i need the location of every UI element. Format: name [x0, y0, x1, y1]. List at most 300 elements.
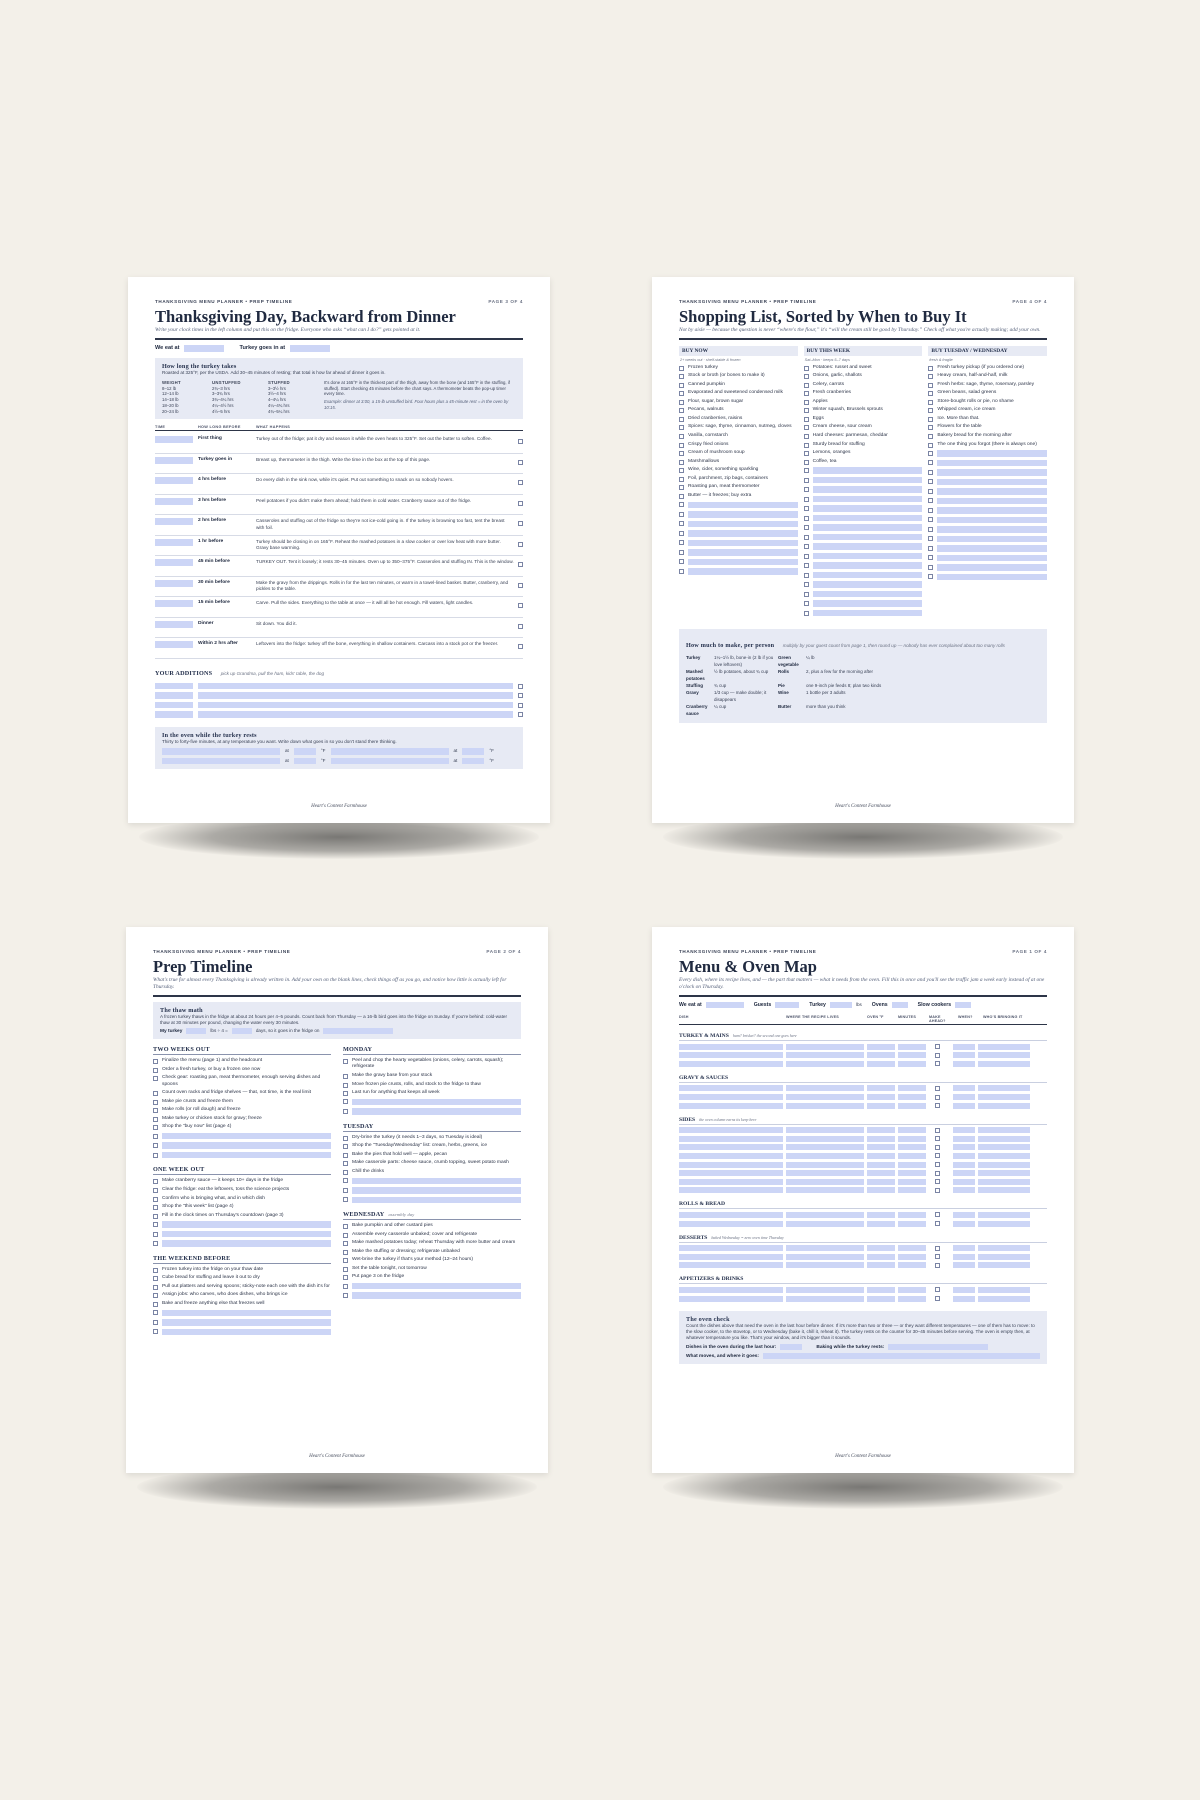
dish-field[interactable] [679, 1136, 783, 1142]
checkbox[interactable] [928, 460, 933, 465]
recipe-field[interactable] [786, 1170, 864, 1176]
checkbox[interactable] [153, 1205, 158, 1210]
checkbox[interactable] [343, 1258, 348, 1263]
recipe-field[interactable] [786, 1262, 864, 1268]
checkbox[interactable] [153, 1108, 158, 1113]
checkbox[interactable] [935, 1263, 940, 1268]
dish-field[interactable] [679, 1103, 783, 1109]
we-eat-at-field[interactable] [184, 345, 224, 352]
checkbox[interactable] [153, 1188, 158, 1193]
checkbox[interactable] [679, 559, 684, 564]
guests-field[interactable] [775, 1002, 799, 1009]
blank-item-field[interactable] [813, 553, 923, 560]
recipe-field[interactable] [786, 1254, 864, 1260]
clock-time-field[interactable] [155, 559, 193, 566]
blank-task-field[interactable] [352, 1283, 521, 1290]
blank-item-field[interactable] [937, 517, 1047, 524]
checkbox[interactable] [518, 603, 523, 608]
checkbox[interactable] [679, 417, 684, 422]
checkbox[interactable] [153, 1197, 158, 1202]
dish-field[interactable] [679, 1245, 783, 1251]
checkbox[interactable] [935, 1153, 940, 1158]
addition-text-field[interactable] [198, 692, 513, 699]
checkbox[interactable] [679, 408, 684, 413]
checkbox[interactable] [343, 1250, 348, 1255]
checkbox[interactable] [518, 684, 523, 689]
who-field[interactable] [978, 1296, 1030, 1302]
dish-field[interactable] [679, 1061, 783, 1067]
checkbox[interactable] [935, 1061, 940, 1066]
dish-field[interactable] [679, 1162, 783, 1168]
dish-field[interactable] [679, 1085, 783, 1091]
recipe-field[interactable] [786, 1127, 864, 1133]
checkbox[interactable] [928, 555, 933, 560]
who-field[interactable] [978, 1287, 1030, 1293]
who-field[interactable] [978, 1061, 1030, 1067]
blank-item-field[interactable] [813, 486, 923, 493]
recipe-field[interactable] [786, 1296, 864, 1302]
checkbox[interactable] [935, 1171, 940, 1176]
blank-item-field[interactable] [937, 450, 1047, 457]
checkbox[interactable] [343, 1170, 348, 1175]
checkbox[interactable] [928, 434, 933, 439]
blank-task-field[interactable] [162, 1133, 331, 1140]
addition-time-field[interactable] [155, 692, 193, 699]
blank-item-field[interactable] [937, 507, 1047, 514]
checkbox[interactable] [804, 417, 809, 422]
minutes-field[interactable] [898, 1254, 926, 1260]
checkbox[interactable] [518, 501, 523, 506]
who-field[interactable] [978, 1179, 1030, 1185]
checkbox[interactable] [935, 1179, 940, 1184]
checkbox[interactable] [518, 439, 523, 444]
checkbox[interactable] [928, 546, 933, 551]
who-field[interactable] [978, 1103, 1030, 1109]
minutes-field[interactable] [898, 1052, 926, 1058]
clock-time-field[interactable] [155, 580, 193, 587]
checkbox[interactable] [679, 374, 684, 379]
checkbox[interactable] [343, 1241, 348, 1246]
recipe-field[interactable] [786, 1245, 864, 1251]
blank-item-field[interactable] [813, 477, 923, 484]
blank-task-field[interactable] [162, 1231, 331, 1238]
minutes-field[interactable] [898, 1262, 926, 1268]
minutes-field[interactable] [898, 1221, 926, 1227]
checkbox[interactable] [343, 1224, 348, 1229]
checkbox[interactable] [804, 460, 809, 465]
when-field[interactable] [953, 1245, 975, 1251]
checkbox[interactable] [518, 703, 523, 708]
checkbox[interactable] [928, 536, 933, 541]
dish-field[interactable] [162, 748, 280, 755]
blank-item-field[interactable] [937, 574, 1047, 581]
recipe-field[interactable] [786, 1144, 864, 1150]
blank-task-field[interactable] [162, 1152, 331, 1159]
blank-task-field[interactable] [352, 1197, 521, 1204]
oven-temp-field[interactable] [867, 1187, 895, 1193]
checkbox[interactable] [679, 502, 684, 507]
oven-temp-field[interactable] [867, 1044, 895, 1050]
who-field[interactable] [978, 1170, 1030, 1176]
checkbox[interactable] [153, 1125, 158, 1130]
checkbox[interactable] [679, 451, 684, 456]
who-field[interactable] [978, 1127, 1030, 1133]
checkbox[interactable] [804, 366, 809, 371]
checkbox[interactable] [153, 1214, 158, 1219]
checkbox[interactable] [928, 470, 933, 475]
recipe-field[interactable] [786, 1153, 864, 1159]
checkbox[interactable] [804, 573, 809, 578]
clock-time-field[interactable] [155, 518, 193, 525]
minutes-field[interactable] [898, 1170, 926, 1176]
oven-temp-field[interactable] [867, 1179, 895, 1185]
checkbox[interactable] [804, 478, 809, 483]
checkbox[interactable] [679, 521, 684, 526]
dish-field[interactable] [679, 1144, 783, 1150]
checkbox[interactable] [935, 1095, 940, 1100]
clock-time-field[interactable] [155, 436, 193, 443]
checkbox[interactable] [153, 1310, 158, 1315]
minutes-field[interactable] [898, 1044, 926, 1050]
checkbox[interactable] [153, 1100, 158, 1105]
addition-time-field[interactable] [155, 702, 193, 709]
blank-item-field[interactable] [688, 559, 798, 566]
checkbox[interactable] [343, 1188, 348, 1193]
checkbox[interactable] [679, 540, 684, 545]
when-field[interactable] [953, 1187, 975, 1193]
recipe-field[interactable] [786, 1061, 864, 1067]
checkbox[interactable] [153, 1222, 158, 1227]
checkbox[interactable] [153, 1091, 158, 1096]
when-field[interactable] [953, 1103, 975, 1109]
dish-field[interactable] [162, 758, 280, 765]
when-field[interactable] [953, 1044, 975, 1050]
minutes-field[interactable] [898, 1212, 926, 1218]
minutes-field[interactable] [898, 1103, 926, 1109]
minutes-field[interactable] [898, 1187, 926, 1193]
addition-text-field[interactable] [198, 683, 513, 690]
recipe-field[interactable] [786, 1212, 864, 1218]
checkbox[interactable] [153, 1068, 158, 1073]
when-field[interactable] [953, 1153, 975, 1159]
dish-field[interactable] [679, 1254, 783, 1260]
checkbox[interactable] [679, 512, 684, 517]
oven-temp-field[interactable] [867, 1136, 895, 1142]
checkbox[interactable] [928, 508, 933, 513]
checkbox[interactable] [679, 366, 684, 371]
checkbox[interactable] [343, 1109, 348, 1114]
checkbox[interactable] [928, 400, 933, 405]
temperature-field[interactable] [294, 748, 316, 755]
checkbox[interactable] [804, 506, 809, 511]
thaw-days-field[interactable] [232, 1028, 252, 1034]
checkbox[interactable] [935, 1221, 940, 1226]
when-field[interactable] [953, 1162, 975, 1168]
checkbox[interactable] [679, 383, 684, 388]
checkbox[interactable] [679, 485, 684, 490]
checkbox[interactable] [804, 434, 809, 439]
minutes-field[interactable] [898, 1094, 926, 1100]
checkbox[interactable] [928, 417, 933, 422]
checkbox[interactable] [153, 1293, 158, 1298]
oven-temp-field[interactable] [867, 1254, 895, 1260]
blank-item-field[interactable] [688, 530, 798, 537]
blank-item-field[interactable] [813, 515, 923, 522]
dish-field[interactable] [679, 1296, 783, 1302]
checkbox[interactable] [928, 527, 933, 532]
checkbox[interactable] [928, 565, 933, 570]
blank-item-field[interactable] [937, 526, 1047, 533]
blank-task-field[interactable] [352, 1108, 521, 1115]
checkbox[interactable] [935, 1136, 940, 1141]
dish-field[interactable] [679, 1052, 783, 1058]
when-field[interactable] [953, 1212, 975, 1218]
oven-temp-field[interactable] [867, 1103, 895, 1109]
oven-temp-field[interactable] [867, 1221, 895, 1227]
checkbox[interactable] [679, 494, 684, 499]
dish-field[interactable] [679, 1212, 783, 1218]
oven-temp-field[interactable] [867, 1212, 895, 1218]
blank-item-field[interactable] [937, 564, 1047, 571]
who-field[interactable] [978, 1254, 1030, 1260]
checkbox[interactable] [804, 516, 809, 521]
blank-item-field[interactable] [813, 581, 923, 588]
blank-item-field[interactable] [813, 505, 923, 512]
when-field[interactable] [953, 1094, 975, 1100]
who-field[interactable] [978, 1187, 1030, 1193]
checkbox[interactable] [804, 601, 809, 606]
dish-field[interactable] [679, 1094, 783, 1100]
who-field[interactable] [978, 1085, 1030, 1091]
recipe-field[interactable] [786, 1044, 864, 1050]
checkbox[interactable] [928, 489, 933, 494]
clock-time-field[interactable] [155, 539, 193, 546]
checkbox[interactable] [153, 1143, 158, 1148]
dish-field[interactable] [679, 1287, 783, 1293]
checkbox[interactable] [804, 592, 809, 597]
turkey-weight-field[interactable] [186, 1028, 206, 1034]
we-eat-at-field[interactable] [706, 1002, 744, 1009]
recipe-field[interactable] [786, 1085, 864, 1091]
recipe-field[interactable] [786, 1136, 864, 1142]
blank-item-field[interactable] [937, 545, 1047, 552]
who-field[interactable] [978, 1212, 1030, 1218]
blank-task-field[interactable] [352, 1099, 521, 1106]
dish-field[interactable] [331, 748, 449, 755]
checkbox[interactable] [928, 479, 933, 484]
checkbox[interactable] [679, 443, 684, 448]
recipe-field[interactable] [786, 1162, 864, 1168]
when-field[interactable] [953, 1179, 975, 1185]
recipe-field[interactable] [786, 1179, 864, 1185]
oven-temp-field[interactable] [867, 1296, 895, 1302]
checkbox[interactable] [518, 542, 523, 547]
blank-task-field[interactable] [162, 1142, 331, 1149]
recipe-field[interactable] [786, 1287, 864, 1293]
checkbox[interactable] [928, 574, 933, 579]
checkbox[interactable] [928, 498, 933, 503]
blank-item-field[interactable] [937, 536, 1047, 543]
blank-item-field[interactable] [688, 502, 798, 509]
blank-item-field[interactable] [937, 498, 1047, 505]
minutes-field[interactable] [898, 1245, 926, 1251]
who-field[interactable] [978, 1044, 1030, 1050]
checkbox[interactable] [804, 497, 809, 502]
when-field[interactable] [953, 1170, 975, 1176]
dish-field[interactable] [679, 1187, 783, 1193]
checkbox[interactable] [804, 535, 809, 540]
checkbox[interactable] [935, 1188, 940, 1193]
when-field[interactable] [953, 1144, 975, 1150]
checkbox[interactable] [935, 1044, 940, 1049]
turkey-lbs-field[interactable] [830, 1002, 852, 1009]
blank-item-field[interactable] [688, 549, 798, 556]
oven-temp-field[interactable] [867, 1085, 895, 1091]
checkbox[interactable] [343, 1099, 348, 1104]
checkbox[interactable] [804, 563, 809, 568]
oven-temp-field[interactable] [867, 1144, 895, 1150]
dish-field[interactable] [679, 1179, 783, 1185]
checkbox[interactable] [935, 1254, 940, 1259]
minutes-field[interactable] [898, 1296, 926, 1302]
blank-task-field[interactable] [162, 1329, 331, 1336]
checkbox[interactable] [679, 460, 684, 465]
checkbox[interactable] [343, 1144, 348, 1149]
clock-time-field[interactable] [155, 641, 193, 648]
checkbox[interactable] [804, 383, 809, 388]
checkbox[interactable] [343, 1267, 348, 1272]
temperature-field[interactable] [462, 758, 484, 765]
checkbox[interactable] [518, 712, 523, 717]
clock-time-field[interactable] [155, 498, 193, 505]
when-field[interactable] [953, 1052, 975, 1058]
blank-item-field[interactable] [688, 511, 798, 518]
blank-item-field[interactable] [813, 600, 923, 607]
checkbox[interactable] [935, 1128, 940, 1133]
dish-field[interactable] [679, 1170, 783, 1176]
checkbox[interactable] [518, 583, 523, 588]
dishes-last-hour-field[interactable] [780, 1344, 802, 1350]
checkbox[interactable] [343, 1161, 348, 1166]
blank-item-field[interactable] [813, 572, 923, 579]
who-field[interactable] [978, 1153, 1030, 1159]
blank-item-field[interactable] [937, 479, 1047, 486]
blank-task-field[interactable] [162, 1319, 331, 1326]
recipe-field[interactable] [786, 1187, 864, 1193]
checkbox[interactable] [679, 468, 684, 473]
blank-item-field[interactable] [688, 540, 798, 547]
checkbox[interactable] [343, 1178, 348, 1183]
blank-task-field[interactable] [162, 1310, 331, 1317]
blank-task-field[interactable] [162, 1221, 331, 1228]
checkbox[interactable] [679, 531, 684, 536]
minutes-field[interactable] [898, 1153, 926, 1159]
who-field[interactable] [978, 1245, 1030, 1251]
clock-time-field[interactable] [155, 600, 193, 607]
checkbox[interactable] [518, 521, 523, 526]
checkbox[interactable] [679, 425, 684, 430]
blank-item-field[interactable] [813, 496, 923, 503]
checkbox[interactable] [804, 487, 809, 492]
checkbox[interactable] [343, 1059, 348, 1064]
blank-item-field[interactable] [813, 467, 923, 474]
checkbox[interactable] [928, 391, 933, 396]
addition-time-field[interactable] [155, 711, 193, 718]
checkbox[interactable] [935, 1086, 940, 1091]
checkbox[interactable] [935, 1103, 940, 1108]
ovens-field[interactable] [892, 1002, 908, 1009]
clock-time-field[interactable] [155, 477, 193, 484]
blank-item-field[interactable] [813, 610, 923, 617]
minutes-field[interactable] [898, 1179, 926, 1185]
checkbox[interactable] [935, 1053, 940, 1058]
checkbox[interactable] [343, 1275, 348, 1280]
checkbox[interactable] [804, 554, 809, 559]
blank-item-field[interactable] [937, 488, 1047, 495]
checkbox[interactable] [935, 1212, 940, 1217]
checkbox[interactable] [804, 611, 809, 616]
who-field[interactable] [978, 1221, 1030, 1227]
temperature-field[interactable] [462, 748, 484, 755]
checkbox[interactable] [679, 400, 684, 405]
checkbox[interactable] [928, 374, 933, 379]
recipe-field[interactable] [786, 1103, 864, 1109]
checkbox[interactable] [343, 1074, 348, 1079]
clock-time-field[interactable] [155, 457, 193, 464]
checkbox[interactable] [343, 1153, 348, 1158]
checkbox[interactable] [928, 517, 933, 522]
when-field[interactable] [953, 1085, 975, 1091]
checkbox[interactable] [153, 1268, 158, 1273]
dish-field[interactable] [679, 1044, 783, 1050]
checkbox[interactable] [928, 425, 933, 430]
checkbox[interactable] [153, 1241, 158, 1246]
oven-temp-field[interactable] [867, 1127, 895, 1133]
oven-temp-field[interactable] [867, 1052, 895, 1058]
checkbox[interactable] [935, 1296, 940, 1301]
blank-item-field[interactable] [813, 591, 923, 598]
who-field[interactable] [978, 1136, 1030, 1142]
checkbox[interactable] [153, 1285, 158, 1290]
blank-task-field[interactable] [352, 1187, 521, 1194]
checkbox[interactable] [804, 468, 809, 473]
what-moves-field[interactable] [763, 1353, 1040, 1359]
when-field[interactable] [953, 1127, 975, 1133]
checkbox[interactable] [928, 443, 933, 448]
checkbox[interactable] [153, 1232, 158, 1237]
checkbox[interactable] [343, 1197, 348, 1202]
checkbox[interactable] [343, 1091, 348, 1096]
who-field[interactable] [978, 1144, 1030, 1150]
when-field[interactable] [953, 1262, 975, 1268]
checkbox[interactable] [343, 1284, 348, 1289]
blank-item-field[interactable] [813, 562, 923, 569]
checkbox[interactable] [804, 525, 809, 530]
oven-temp-field[interactable] [867, 1287, 895, 1293]
checkbox[interactable] [343, 1136, 348, 1141]
minutes-field[interactable] [898, 1136, 926, 1142]
checkbox[interactable] [679, 550, 684, 555]
checkbox[interactable] [679, 569, 684, 574]
checkbox[interactable] [804, 451, 809, 456]
blank-task-field[interactable] [352, 1178, 521, 1185]
dish-field[interactable] [679, 1262, 783, 1268]
dish-field[interactable] [331, 758, 449, 765]
checkbox[interactable] [343, 1293, 348, 1298]
blank-task-field[interactable] [352, 1292, 521, 1299]
recipe-field[interactable] [786, 1094, 864, 1100]
oven-temp-field[interactable] [867, 1262, 895, 1268]
